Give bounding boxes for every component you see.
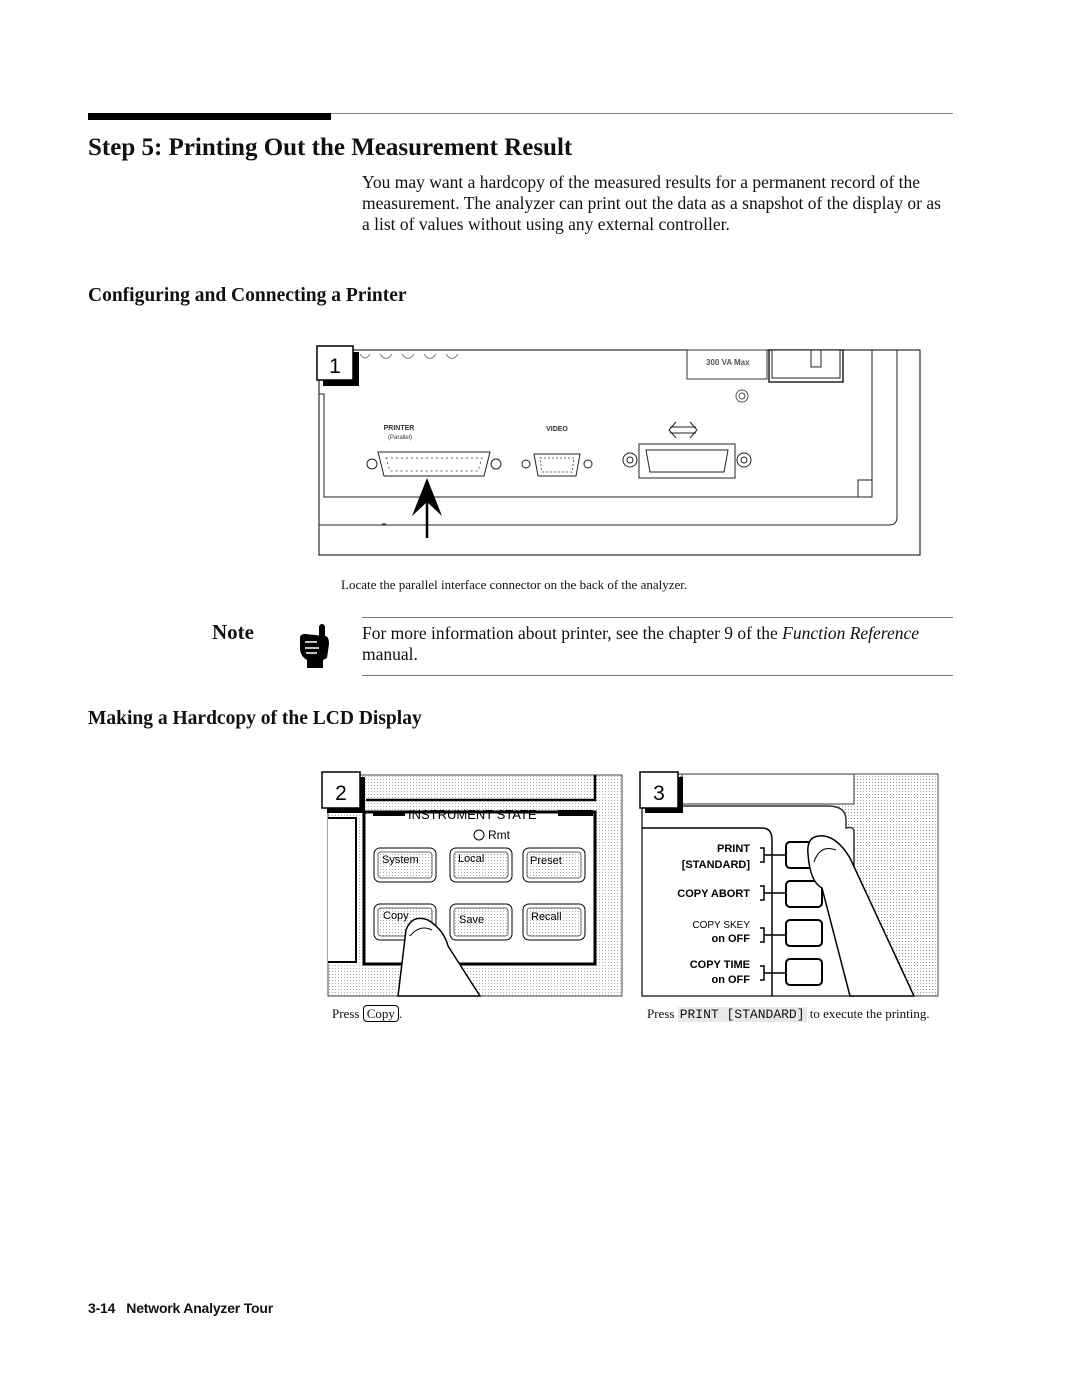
pointing-hand-icon (297, 624, 331, 670)
step-badge-2 (322, 772, 365, 813)
svg-text:3: 3 (653, 782, 665, 805)
step-badge-1 (317, 346, 359, 386)
svg-text:on OFF: on OFF (711, 974, 750, 986)
key-recall (523, 904, 585, 940)
svg-text:PRINT: PRINT (717, 843, 750, 855)
note-rule-top (362, 617, 953, 618)
svg-text:on OFF: on OFF (711, 933, 750, 945)
svg-text:[STANDARD]: [STANDARD] (681, 859, 750, 871)
svg-text:COPY SKEY: COPY SKEY (692, 920, 750, 931)
page-footer: 3-14 Network Analyzer Tour (88, 1300, 274, 1316)
figure2-caption: Press Copy . (332, 1006, 403, 1021)
svg-text:2: 2 (335, 782, 347, 805)
svg-text:Rmt: Rmt (488, 828, 510, 842)
gpib-port (623, 444, 751, 478)
intro-paragraph: You may want a hardcopy of the measured results for a permanent record of the measurement. The analyzer can print out the data as a snapshot of the display or as a list of values without using any external controller. (362, 172, 941, 234)
svg-text:COPY TIME: COPY TIME (689, 959, 750, 971)
figure3-caption: Press PRINT [STANDARD] to execute the printing. (647, 1006, 930, 1022)
parallel-printer-port (367, 452, 501, 476)
section-title-printer: Configuring and Connecting a Printer (88, 285, 407, 306)
rear-panel-figure (314, 342, 926, 560)
svg-text:Copy: Copy (383, 910, 409, 922)
figure1-caption: Locate the parallel interface connector on the back of the analyzer. (341, 577, 688, 592)
note-text: For more information about printer, see the chapter 9 of the Function Reference manual. (362, 623, 919, 664)
section-rule-thin (331, 113, 953, 114)
svg-text:System: System (382, 854, 419, 866)
svg-text:COPY ABORT: COPY ABORT (677, 888, 750, 900)
print-standard-key-label: PRINT [STANDARD] (679, 1007, 805, 1022)
key-save (450, 904, 512, 940)
instrument-state-figure (320, 770, 625, 998)
key-system (374, 848, 436, 882)
svg-text:1: 1 (329, 355, 341, 378)
key-preset (523, 848, 585, 882)
svg-text:Save: Save (459, 914, 485, 926)
svg-text:(Parallel): (Parallel) (387, 435, 413, 441)
copy-key-label: Copy (363, 1005, 399, 1022)
note-rule-bottom (362, 675, 953, 676)
svg-text:VIDEO: VIDEO (546, 426, 568, 433)
page-heading: Step 5: Printing Out the Measurement Result (88, 134, 573, 161)
svg-text:Recall: Recall (531, 911, 562, 923)
step-badge-3 (640, 772, 683, 813)
svg-text:300 VA Max: 300 VA Max (706, 358, 750, 367)
key-local (450, 848, 512, 882)
svg-text:INSTRUMENT STATE: INSTRUMENT STATE (408, 807, 537, 822)
section-title-hardcopy: Making a Hardcopy of the LCD Display (88, 708, 422, 729)
note-label: Note (212, 620, 254, 644)
svg-text:PRINTER: PRINTER (383, 425, 415, 432)
svg-text:Preset: Preset (530, 855, 562, 867)
svg-text:Local: Local (458, 853, 485, 865)
section-rule-thick (88, 113, 331, 120)
softkey-figure (638, 770, 940, 998)
